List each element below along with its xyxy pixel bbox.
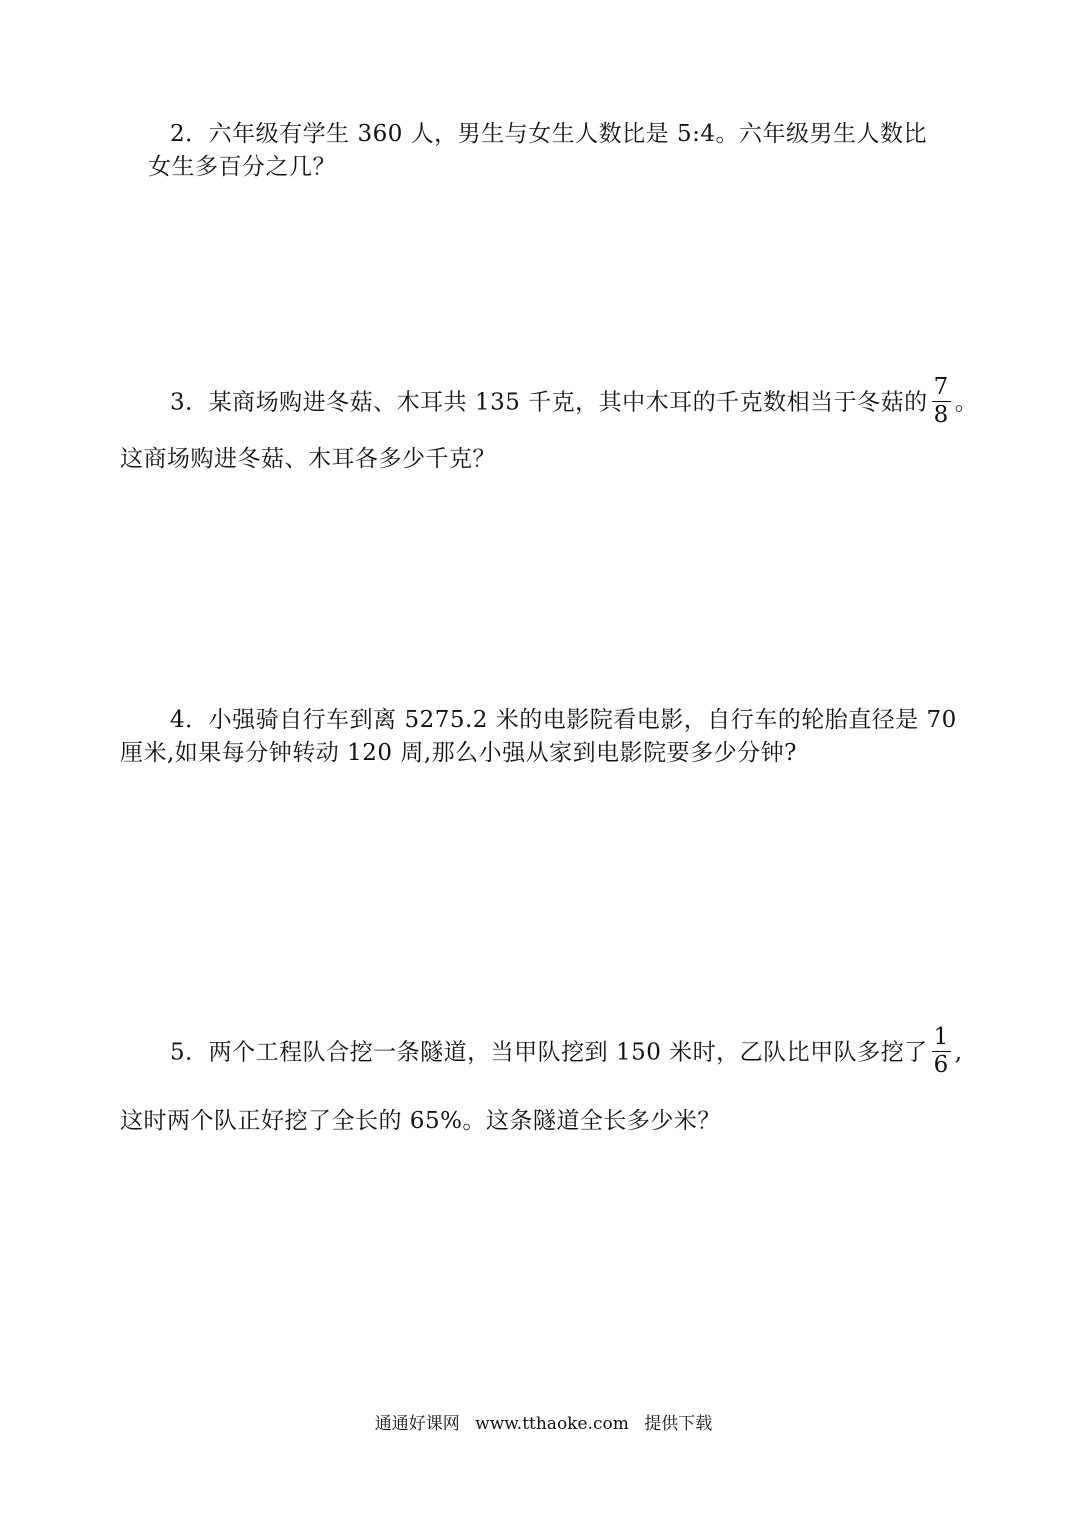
problem-3-text-before-fraction: 3．某商场购进冬菇、木耳共 135 千克，其中木耳的千克数相当于冬菇的 xyxy=(170,389,928,416)
problem-5-text-before-fraction: 5．两个工程队合挖一条隧道，当甲队挖到 150 米时，乙队比甲队多挖了 xyxy=(170,1039,928,1066)
fraction-one-sixth xyxy=(932,1026,951,1077)
footer-url[interactable]: www.tthaoke.com xyxy=(475,1414,629,1434)
fraction-numerator: 7 xyxy=(933,374,949,400)
problem-3-line-2: 这商场购进冬菇、木耳各多少千克？ xyxy=(120,446,496,472)
problem-2 xyxy=(120,118,970,184)
footer-site-name: 通通好课网 xyxy=(374,1414,460,1434)
problem-2-line-2: 女生多百分之几？ xyxy=(148,154,336,180)
fraction-seven-eighths xyxy=(932,376,951,427)
problem-5-text-after-fraction: , xyxy=(954,1039,963,1066)
fraction-numerator: 1 xyxy=(933,1024,949,1050)
footer-suffix: 提供下载 xyxy=(644,1414,713,1434)
problem-3-text-after-fraction: 。 xyxy=(954,389,979,416)
problem-2-line-1: 2．六年级有学生 360 人，男生与女生人数比是 5:4。六年级男生人数比 xyxy=(170,121,927,147)
fraction-denominator: 8 xyxy=(933,402,949,428)
fraction-denominator: 6 xyxy=(933,1052,949,1078)
problem-4-line-1: 4．小强骑自行车到离 5275.2 米的电影院看电影，自行车的轮胎直径是 70 xyxy=(170,707,957,733)
problem-4 xyxy=(120,704,970,770)
problem-3-line-1 xyxy=(120,374,979,429)
problem-3 xyxy=(120,374,979,476)
problem-5-line-2: 这时两个队正好挖了全长的 65%。这条隧道全长多少米？ xyxy=(120,1108,721,1134)
page-footer xyxy=(0,1409,1087,1434)
problem-5-line-1 xyxy=(120,1024,970,1079)
problem-4-line-2: 厘米,如果每分钟转动 120 周,那么小强从家到电影院要多少分钟? xyxy=(120,740,797,766)
problem-5 xyxy=(120,1024,970,1138)
